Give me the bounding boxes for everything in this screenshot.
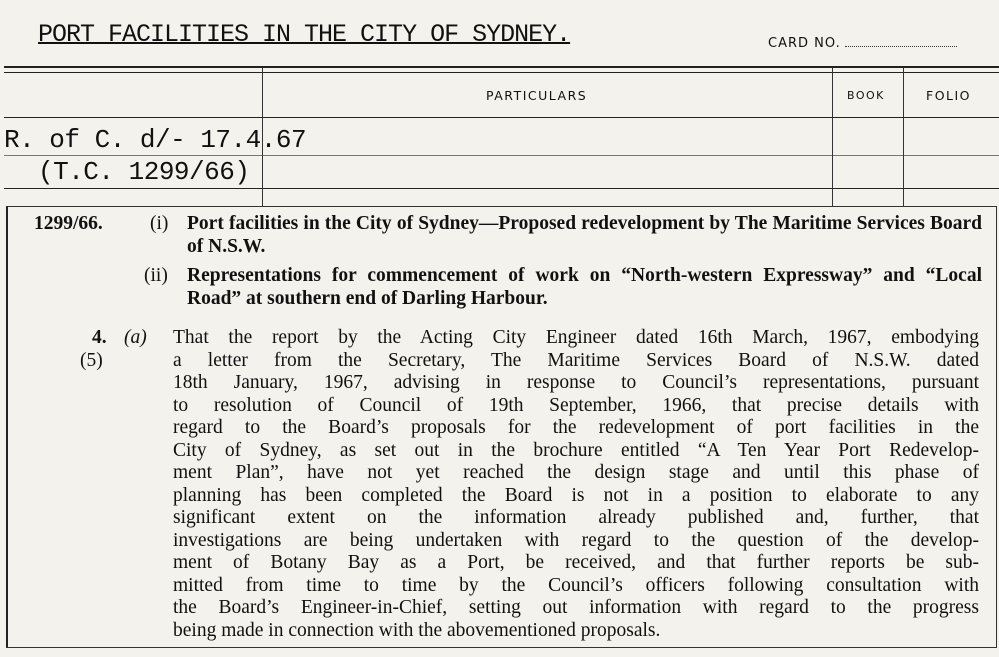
item-number: (ii) [144, 265, 168, 286]
card-title: PORT FACILITIES IN THE CITY OF SYDNEY. [38, 20, 571, 49]
book-header: BOOK [847, 89, 885, 102]
resolution-line: to resolution of Council of 19th September, 1966, that precise details with [173, 394, 979, 416]
top-rule [4, 66, 999, 68]
top-rule-thin [4, 72, 999, 73]
item-number: (i) [150, 213, 169, 234]
particulars-header: PARTICULARS [486, 88, 588, 103]
resolution-line: That the report by the Acting City Engineer dated 16th March, 1967, embodying [173, 327, 979, 348]
resolution-line: significant extent on the information already published and, further, that [173, 507, 979, 528]
resolution-line: City of Sydney, as set out in the brochure entitled “A Ten Year Port Redevelop- [173, 439, 979, 461]
resolution-line: ment Plan”, have not yet reached the design stage and until this phase of [173, 462, 979, 483]
resolution-letter: (a) [124, 327, 147, 348]
resolution-line: ment of Botany Bay as a Port, be received, and that further reports be sub- [173, 552, 979, 573]
resolution-line: mitted from time to time by the Council’s officers following consultation with [173, 574, 979, 596]
resolution-number: 4. [92, 327, 107, 348]
card-number-blank [845, 36, 957, 47]
item-text: Port facilities in the City of Sydney—Proposed redevelopment by The Maritime Services Board of N.S.W. [187, 213, 982, 257]
resolution-line: regard to the Board’s proposals for the redevelopment of port facilities in the [173, 417, 979, 438]
minute-item-1 [150, 213, 982, 258]
item-text: Representations for commencement of work on “North-western Expressway” and “Local Road” at southern end of Darling Harbour. [187, 265, 982, 309]
minute-reference: 1299/66. [34, 213, 103, 234]
minute-item-2 [144, 265, 982, 310]
resolution-line: the Board’s Engineer-in-Chief, setting out information with regard to the progress [173, 597, 979, 618]
header-rule [4, 117, 999, 118]
typed-entry-line-1: R. of C. d/- 17.4.67 [4, 125, 307, 155]
entry-rule-1 [4, 155, 999, 156]
resolution-line: planning has been completed the Board is not in a position to elaborate to any [173, 484, 979, 506]
resolution-line: 18th January, 1967, advising in response to Council’s representations, pursuant [173, 372, 979, 393]
book-divider [832, 68, 833, 206]
typed-entry-line-2: (T.C. 1299/66) [38, 157, 250, 187]
resolution-line: being made in connection with the abovementioned proposals. [173, 619, 661, 641]
resolution-subnumber: (5) [80, 350, 103, 371]
card-number-field [768, 36, 957, 51]
resolution-line: investigations are being undertaken with regard to the question of the develop- [173, 529, 979, 551]
folio-header: FOLIO [926, 88, 972, 103]
folio-divider [903, 68, 904, 206]
resolution-line: a letter from the Secretary, The Maritime Services Board of N.S.W. dated [173, 349, 979, 371]
entry-rule-2 [4, 188, 999, 189]
card-number-label: CARD NO. [768, 36, 841, 51]
